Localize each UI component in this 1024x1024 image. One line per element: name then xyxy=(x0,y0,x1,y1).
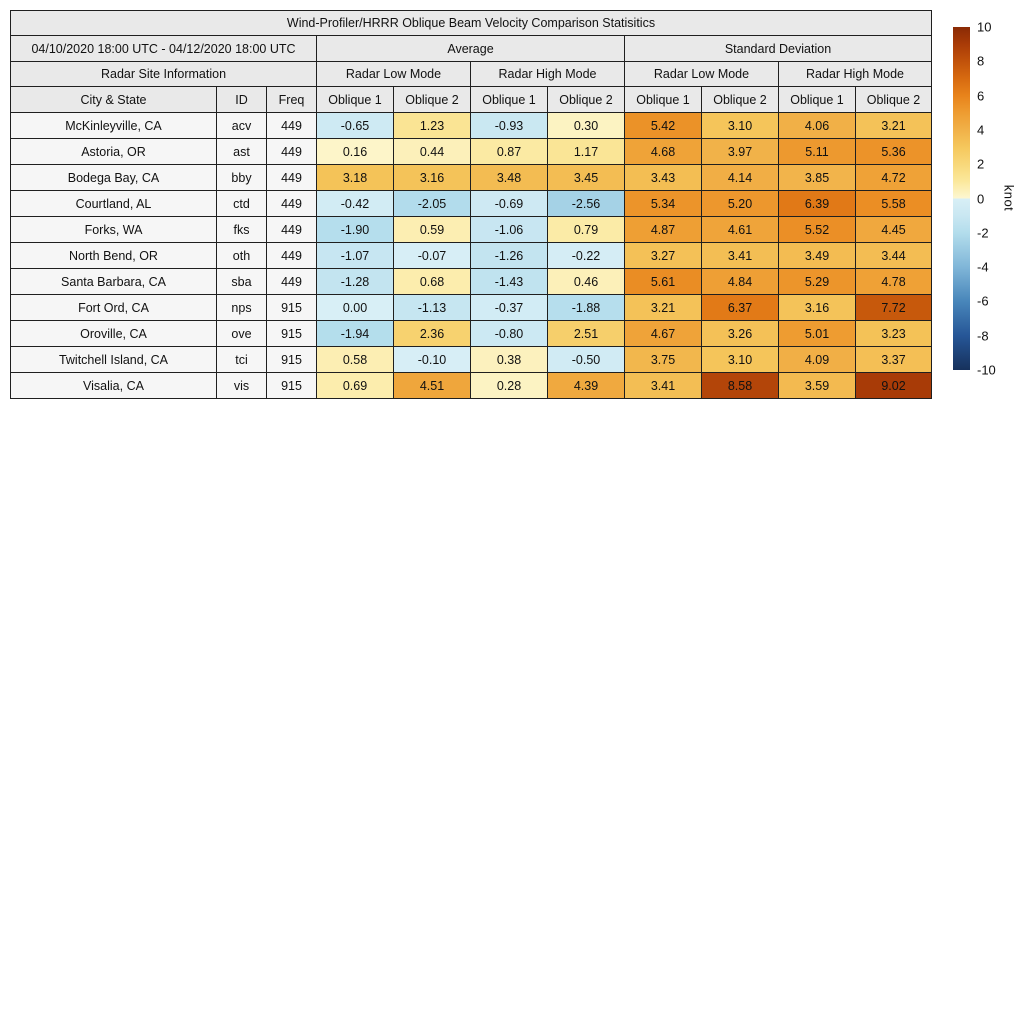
site-info-header: Radar Site Information xyxy=(11,62,317,87)
id-cell: bby xyxy=(217,165,267,191)
value-cell-std-low-oblique1: 3.27 xyxy=(625,243,702,269)
city-cell: Forks, WA xyxy=(11,217,217,243)
city-cell: Courtland, AL xyxy=(11,191,217,217)
table-row xyxy=(11,113,932,139)
city-cell: Bodega Bay, CA xyxy=(11,165,217,191)
value-cell-avg-high-oblique2: -2.56 xyxy=(548,191,625,217)
value-cell-avg-low-oblique2: -2.05 xyxy=(394,191,471,217)
value-cell-avg-high-oblique2: 1.17 xyxy=(548,139,625,165)
group-standard-deviation: Standard Deviation xyxy=(625,36,932,62)
col-oblique1: Oblique 1 xyxy=(471,87,548,113)
value-cell-std-high-oblique2: 5.36 xyxy=(856,139,932,165)
value-cell-avg-high-oblique1: 3.48 xyxy=(471,165,548,191)
freq-cell: 915 xyxy=(267,295,317,321)
value-cell-std-low-oblique2: 3.26 xyxy=(702,321,779,347)
value-cell-avg-high-oblique1: -0.80 xyxy=(471,321,548,347)
value-cell-avg-low-oblique1: -0.42 xyxy=(317,191,394,217)
value-cell-avg-high-oblique1: -0.93 xyxy=(471,113,548,139)
value-cell-avg-high-oblique1: -1.06 xyxy=(471,217,548,243)
col-city-state: City & State xyxy=(11,87,217,113)
value-cell-avg-low-oblique2: 4.51 xyxy=(394,373,471,399)
value-cell-std-high-oblique1: 3.49 xyxy=(779,243,856,269)
colorbar-tick-label: -8 xyxy=(977,328,989,344)
col-id: ID xyxy=(217,87,267,113)
value-cell-std-low-oblique2: 4.14 xyxy=(702,165,779,191)
colorbar-unit-label: knot xyxy=(1001,184,1017,212)
value-cell-std-high-oblique1: 4.09 xyxy=(779,347,856,373)
group-row xyxy=(11,36,932,62)
value-cell-avg-low-oblique2: 0.68 xyxy=(394,269,471,295)
freq-cell: 449 xyxy=(267,165,317,191)
value-cell-std-low-oblique1: 5.34 xyxy=(625,191,702,217)
freq-cell: 449 xyxy=(267,243,317,269)
mode-row xyxy=(11,62,932,87)
value-cell-std-low-oblique1: 4.68 xyxy=(625,139,702,165)
value-cell-avg-high-oblique2: 4.39 xyxy=(548,373,625,399)
col-oblique2: Oblique 2 xyxy=(702,87,779,113)
value-cell-std-high-oblique1: 5.29 xyxy=(779,269,856,295)
freq-cell: 915 xyxy=(267,373,317,399)
table-row xyxy=(11,165,932,191)
col-oblique1: Oblique 1 xyxy=(317,87,394,113)
value-cell-std-high-oblique1: 3.85 xyxy=(779,165,856,191)
colorbar-tick-label: -4 xyxy=(977,259,989,275)
colorbar-tick-label: 0 xyxy=(977,191,985,206)
colorbar-tick-label: 4 xyxy=(977,122,985,138)
value-cell-avg-high-oblique1: -1.43 xyxy=(471,269,548,295)
group-average: Average xyxy=(317,36,625,62)
value-cell-avg-high-oblique2: -0.50 xyxy=(548,347,625,373)
table-title: Wind-Profiler/HRRR Oblique Beam Velocity Comparison Statisitics xyxy=(11,11,932,36)
value-cell-avg-high-oblique1: -0.37 xyxy=(471,295,548,321)
value-cell-avg-low-oblique2: 3.16 xyxy=(394,165,471,191)
colorbar-tick-label: 10 xyxy=(977,19,992,35)
id-cell: sba xyxy=(217,269,267,295)
value-cell-std-high-oblique1: 6.39 xyxy=(779,191,856,217)
city-cell: North Bend, OR xyxy=(11,243,217,269)
value-cell-avg-high-oblique2: 2.51 xyxy=(548,321,625,347)
table-row xyxy=(11,217,932,243)
id-cell: tci xyxy=(217,347,267,373)
avg-low-mode-header: Radar Low Mode xyxy=(317,62,471,87)
col-oblique2: Oblique 2 xyxy=(548,87,625,113)
value-cell-std-low-oblique2: 3.10 xyxy=(702,347,779,373)
city-cell: Santa Barbara, CA xyxy=(11,269,217,295)
col-oblique1: Oblique 1 xyxy=(625,87,702,113)
freq-cell: 449 xyxy=(267,113,317,139)
value-cell-std-high-oblique2: 4.78 xyxy=(856,269,932,295)
colorbar-tick-label: 8 xyxy=(977,53,985,69)
table-row xyxy=(11,347,932,373)
value-cell-std-high-oblique1: 5.01 xyxy=(779,321,856,347)
id-cell: ove xyxy=(217,321,267,347)
value-cell-std-low-oblique2: 5.20 xyxy=(702,191,779,217)
value-cell-std-low-oblique2: 3.41 xyxy=(702,243,779,269)
value-cell-std-high-oblique2: 3.23 xyxy=(856,321,932,347)
colorbar-tick-label: 2 xyxy=(977,156,985,172)
value-cell-avg-low-oblique2: -0.10 xyxy=(394,347,471,373)
value-cell-std-low-oblique1: 3.21 xyxy=(625,295,702,321)
value-cell-std-high-oblique1: 5.52 xyxy=(779,217,856,243)
colorbar-tick-label: -6 xyxy=(977,293,989,309)
table-row xyxy=(11,191,932,217)
value-cell-std-low-oblique1: 3.41 xyxy=(625,373,702,399)
table-row xyxy=(11,321,932,347)
col-oblique2: Oblique 2 xyxy=(394,87,471,113)
table-row xyxy=(11,139,932,165)
value-cell-avg-high-oblique1: 0.38 xyxy=(471,347,548,373)
city-cell: McKinleyville, CA xyxy=(11,113,217,139)
value-cell-std-high-oblique1: 5.11 xyxy=(779,139,856,165)
value-cell-std-high-oblique2: 3.44 xyxy=(856,243,932,269)
col-oblique1: Oblique 1 xyxy=(779,87,856,113)
date-range: 04/10/2020 18:00 UTC - 04/12/2020 18:00 UTC xyxy=(11,36,317,62)
avg-high-mode-header: Radar High Mode xyxy=(471,62,625,87)
value-cell-avg-low-oblique2: -1.13 xyxy=(394,295,471,321)
value-cell-std-low-oblique1: 5.42 xyxy=(625,113,702,139)
value-cell-avg-high-oblique2: -0.22 xyxy=(548,243,625,269)
value-cell-avg-high-oblique1: -1.26 xyxy=(471,243,548,269)
value-cell-std-low-oblique2: 3.10 xyxy=(702,113,779,139)
value-cell-std-high-oblique2: 4.45 xyxy=(856,217,932,243)
city-cell: Visalia, CA xyxy=(11,373,217,399)
city-cell: Twitchell Island, CA xyxy=(11,347,217,373)
freq-cell: 449 xyxy=(267,139,317,165)
table-row xyxy=(11,243,932,269)
table-row xyxy=(11,373,932,399)
city-cell: Astoria, OR xyxy=(11,139,217,165)
col-oblique2: Oblique 2 xyxy=(856,87,932,113)
value-cell-std-high-oblique1: 3.59 xyxy=(779,373,856,399)
value-cell-avg-low-oblique2: -0.07 xyxy=(394,243,471,269)
id-cell: ctd xyxy=(217,191,267,217)
std-high-mode-header: Radar High Mode xyxy=(779,62,932,87)
freq-cell: 449 xyxy=(267,191,317,217)
value-cell-avg-low-oblique1: 0.69 xyxy=(317,373,394,399)
column-header-row xyxy=(11,87,932,113)
value-cell-std-high-oblique2: 9.02 xyxy=(856,373,932,399)
colorbar-tick-label: -2 xyxy=(977,225,989,241)
colorbar-gradient xyxy=(953,27,970,370)
value-cell-std-high-oblique1: 4.06 xyxy=(779,113,856,139)
value-cell-avg-low-oblique1: -1.28 xyxy=(317,269,394,295)
std-low-mode-header: Radar Low Mode xyxy=(625,62,779,87)
value-cell-std-high-oblique2: 4.72 xyxy=(856,165,932,191)
value-cell-avg-low-oblique1: 0.00 xyxy=(317,295,394,321)
freq-cell: 449 xyxy=(267,269,317,295)
value-cell-std-high-oblique2: 7.72 xyxy=(856,295,932,321)
freq-cell: 449 xyxy=(267,217,317,243)
value-cell-avg-high-oblique2: 0.79 xyxy=(548,217,625,243)
id-cell: fks xyxy=(217,217,267,243)
title-row xyxy=(11,11,932,36)
id-cell: ast xyxy=(217,139,267,165)
value-cell-avg-low-oblique2: 0.59 xyxy=(394,217,471,243)
value-cell-avg-high-oblique2: 0.30 xyxy=(548,113,625,139)
value-cell-std-high-oblique2: 3.37 xyxy=(856,347,932,373)
value-cell-avg-low-oblique1: 3.18 xyxy=(317,165,394,191)
id-cell: acv xyxy=(217,113,267,139)
city-cell: Fort Ord, CA xyxy=(11,295,217,321)
value-cell-avg-low-oblique1: -1.90 xyxy=(317,217,394,243)
value-cell-avg-high-oblique1: 0.87 xyxy=(471,139,548,165)
colorbar-tick-label: -10 xyxy=(977,362,996,378)
value-cell-std-high-oblique2: 5.58 xyxy=(856,191,932,217)
stats-table xyxy=(10,10,932,399)
city-cell: Oroville, CA xyxy=(11,321,217,347)
value-cell-std-low-oblique2: 4.84 xyxy=(702,269,779,295)
value-cell-std-low-oblique1: 3.75 xyxy=(625,347,702,373)
value-cell-std-low-oblique2: 6.37 xyxy=(702,295,779,321)
value-cell-avg-low-oblique2: 0.44 xyxy=(394,139,471,165)
value-cell-avg-high-oblique1: -0.69 xyxy=(471,191,548,217)
table-body xyxy=(11,113,932,399)
value-cell-std-low-oblique1: 4.87 xyxy=(625,217,702,243)
table-row xyxy=(11,295,932,321)
value-cell-avg-high-oblique2: 0.46 xyxy=(548,269,625,295)
value-cell-std-low-oblique1: 3.43 xyxy=(625,165,702,191)
value-cell-avg-low-oblique1: -0.65 xyxy=(317,113,394,139)
value-cell-std-low-oblique2: 8.58 xyxy=(702,373,779,399)
value-cell-avg-low-oblique1: 0.58 xyxy=(317,347,394,373)
value-cell-avg-high-oblique1: 0.28 xyxy=(471,373,548,399)
value-cell-avg-low-oblique1: -1.07 xyxy=(317,243,394,269)
id-cell: vis xyxy=(217,373,267,399)
value-cell-std-low-oblique1: 5.61 xyxy=(625,269,702,295)
value-cell-avg-low-oblique1: -1.94 xyxy=(317,321,394,347)
value-cell-avg-low-oblique2: 2.36 xyxy=(394,321,471,347)
table-row xyxy=(11,269,932,295)
col-freq: Freq xyxy=(267,87,317,113)
value-cell-std-low-oblique2: 4.61 xyxy=(702,217,779,243)
freq-cell: 915 xyxy=(267,321,317,347)
colorbar-tick-label: 6 xyxy=(977,88,985,104)
value-cell-avg-high-oblique2: -1.88 xyxy=(548,295,625,321)
value-cell-avg-low-oblique2: 1.23 xyxy=(394,113,471,139)
id-cell: nps xyxy=(217,295,267,321)
value-cell-std-low-oblique2: 3.97 xyxy=(702,139,779,165)
value-cell-std-high-oblique1: 3.16 xyxy=(779,295,856,321)
id-cell: oth xyxy=(217,243,267,269)
value-cell-std-low-oblique1: 4.67 xyxy=(625,321,702,347)
value-cell-std-high-oblique2: 3.21 xyxy=(856,113,932,139)
value-cell-avg-low-oblique1: 0.16 xyxy=(317,139,394,165)
value-cell-avg-high-oblique2: 3.45 xyxy=(548,165,625,191)
freq-cell: 915 xyxy=(267,347,317,373)
